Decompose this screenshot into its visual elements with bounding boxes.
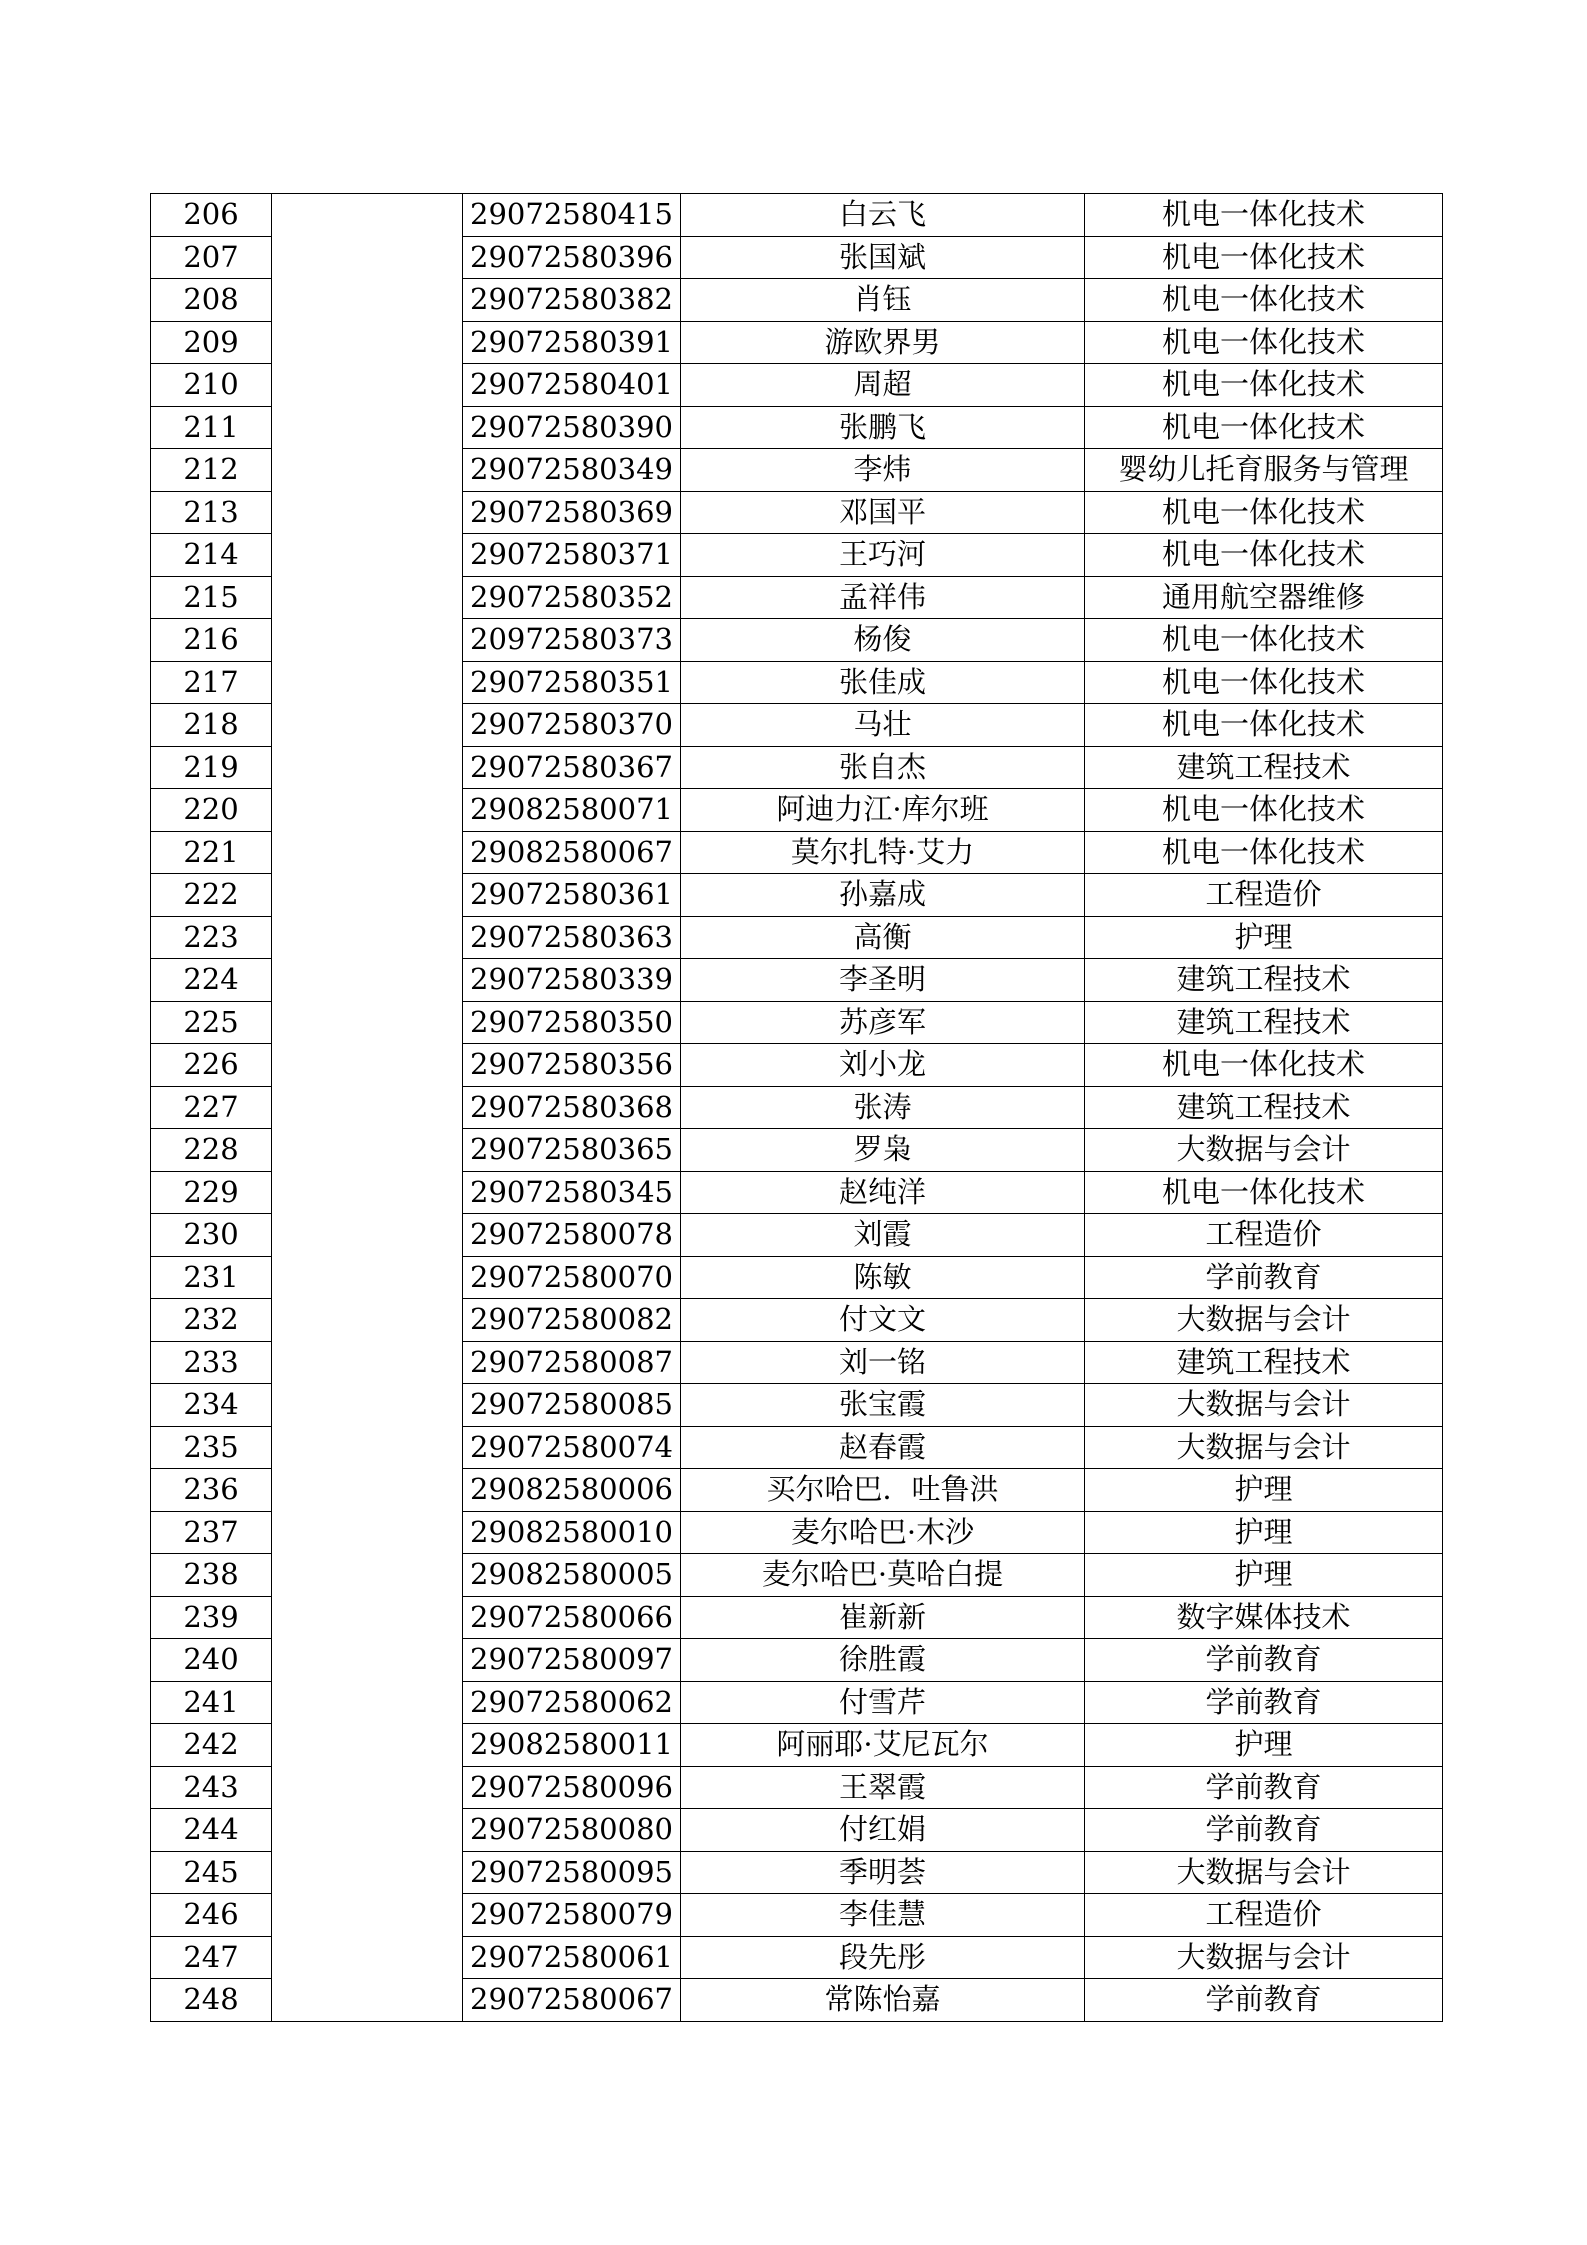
- major-cell: 大数据与会计: [1085, 1299, 1443, 1342]
- exam-id-cell: 29072580339: [463, 959, 681, 1002]
- student-name-cell: 苏彦军: [681, 1001, 1085, 1044]
- exam-id-cell: 29072580382: [463, 279, 681, 322]
- blank-cell: [272, 1936, 463, 1979]
- exam-id-cell: 29082580071: [463, 789, 681, 832]
- major-cell: 护理: [1085, 916, 1443, 959]
- major-cell: 机电一体化技术: [1085, 704, 1443, 747]
- roster-body: [151, 194, 1443, 2022]
- table-row: [151, 534, 1443, 577]
- table-row: [151, 916, 1443, 959]
- table-row: [151, 1341, 1443, 1384]
- blank-cell: [272, 1001, 463, 1044]
- row-number-cell: 231: [151, 1256, 272, 1299]
- table-row: [151, 1851, 1443, 1894]
- student-name-cell: 赵纯洋: [681, 1171, 1085, 1214]
- major-cell: 工程造价: [1085, 1894, 1443, 1937]
- row-number-cell: 246: [151, 1894, 272, 1937]
- exam-id-cell: 29082580006: [463, 1469, 681, 1512]
- row-number-cell: 213: [151, 491, 272, 534]
- exam-id-cell: 29072580070: [463, 1256, 681, 1299]
- table-row: [151, 831, 1443, 874]
- student-name-cell: 李佳慧: [681, 1894, 1085, 1937]
- table-row: [151, 874, 1443, 917]
- student-name-cell: 段先彤: [681, 1936, 1085, 1979]
- major-cell: 学前教育: [1085, 1766, 1443, 1809]
- table-row: [151, 1979, 1443, 2022]
- major-cell: 机电一体化技术: [1085, 534, 1443, 577]
- row-number-cell: 209: [151, 321, 272, 364]
- row-number-cell: 207: [151, 236, 272, 279]
- exam-id-cell: 29072580097: [463, 1639, 681, 1682]
- row-number-cell: 211: [151, 406, 272, 449]
- blank-cell: [272, 1044, 463, 1087]
- table-row: [151, 321, 1443, 364]
- table-row: [151, 1086, 1443, 1129]
- major-cell: 护理: [1085, 1724, 1443, 1767]
- exam-id-cell: 29082580005: [463, 1554, 681, 1597]
- table-row: [151, 1044, 1443, 1087]
- row-number-cell: 239: [151, 1596, 272, 1639]
- blank-cell: [272, 1299, 463, 1342]
- major-cell: 机电一体化技术: [1085, 279, 1443, 322]
- table-row: [151, 1681, 1443, 1724]
- blank-cell: [272, 321, 463, 364]
- exam-id-cell: 29082580011: [463, 1724, 681, 1767]
- blank-cell: [272, 704, 463, 747]
- table-row: [151, 661, 1443, 704]
- exam-id-cell: 29072580349: [463, 449, 681, 492]
- row-number-cell: 238: [151, 1554, 272, 1597]
- student-roster-table: [150, 193, 1443, 2022]
- blank-cell: [272, 874, 463, 917]
- major-cell: 学前教育: [1085, 1639, 1443, 1682]
- student-name-cell: 付雪芹: [681, 1681, 1085, 1724]
- exam-id-cell: 29072580082: [463, 1299, 681, 1342]
- exam-id-cell: 29072580368: [463, 1086, 681, 1129]
- blank-cell: [272, 576, 463, 619]
- blank-cell: [272, 1469, 463, 1512]
- row-number-cell: 237: [151, 1511, 272, 1554]
- major-cell: 建筑工程技术: [1085, 959, 1443, 1002]
- table-row: [151, 1936, 1443, 1979]
- row-number-cell: 217: [151, 661, 272, 704]
- blank-cell: [272, 1554, 463, 1597]
- row-number-cell: 220: [151, 789, 272, 832]
- major-cell: 护理: [1085, 1511, 1443, 1554]
- blank-cell: [272, 406, 463, 449]
- student-name-cell: 刘小龙: [681, 1044, 1085, 1087]
- exam-id-cell: 29072580352: [463, 576, 681, 619]
- blank-cell: [272, 1086, 463, 1129]
- row-number-cell: 219: [151, 746, 272, 789]
- exam-id-cell: 29072580079: [463, 1894, 681, 1937]
- blank-cell: [272, 619, 463, 662]
- row-number-cell: 234: [151, 1384, 272, 1427]
- row-number-cell: 223: [151, 916, 272, 959]
- major-cell: 护理: [1085, 1469, 1443, 1512]
- student-name-cell: 肖钰: [681, 279, 1085, 322]
- major-cell: 建筑工程技术: [1085, 746, 1443, 789]
- table-row: [151, 1596, 1443, 1639]
- row-number-cell: 247: [151, 1936, 272, 1979]
- blank-cell: [272, 789, 463, 832]
- row-number-cell: 241: [151, 1681, 272, 1724]
- student-name-cell: 刘一铭: [681, 1341, 1085, 1384]
- exam-id-cell: 29072580401: [463, 364, 681, 407]
- exam-id-cell: 29072580370: [463, 704, 681, 747]
- student-name-cell: 付红娟: [681, 1809, 1085, 1852]
- blank-cell: [272, 236, 463, 279]
- major-cell: 建筑工程技术: [1085, 1001, 1443, 1044]
- row-number-cell: 243: [151, 1766, 272, 1809]
- student-name-cell: 罗枭: [681, 1129, 1085, 1172]
- major-cell: 建筑工程技术: [1085, 1341, 1443, 1384]
- blank-cell: [272, 1596, 463, 1639]
- major-cell: 机电一体化技术: [1085, 491, 1443, 534]
- student-name-cell: 陈敏: [681, 1256, 1085, 1299]
- student-name-cell: 王巧河: [681, 534, 1085, 577]
- exam-id-cell: 29072580067: [463, 1979, 681, 2022]
- major-cell: 大数据与会计: [1085, 1936, 1443, 1979]
- student-name-cell: 莫尔扎特·艾力: [681, 831, 1085, 874]
- table-row: [151, 236, 1443, 279]
- row-number-cell: 240: [151, 1639, 272, 1682]
- major-cell: 数字媒体技术: [1085, 1596, 1443, 1639]
- row-number-cell: 242: [151, 1724, 272, 1767]
- blank-cell: [272, 1341, 463, 1384]
- major-cell: 大数据与会计: [1085, 1851, 1443, 1894]
- exam-id-cell: 29072580361: [463, 874, 681, 917]
- blank-cell: [272, 1851, 463, 1894]
- table-row: [151, 1894, 1443, 1937]
- major-cell: 机电一体化技术: [1085, 1044, 1443, 1087]
- row-number-cell: 248: [151, 1979, 272, 2022]
- row-number-cell: 208: [151, 279, 272, 322]
- exam-id-cell: 29072580367: [463, 746, 681, 789]
- exam-id-cell: 29072580087: [463, 1341, 681, 1384]
- exam-id-cell: 29072580356: [463, 1044, 681, 1087]
- table-row: [151, 619, 1443, 662]
- table-row: [151, 1001, 1443, 1044]
- blank-cell: [272, 1426, 463, 1469]
- table-row: [151, 1766, 1443, 1809]
- row-number-cell: 225: [151, 1001, 272, 1044]
- student-name-cell: 孙嘉成: [681, 874, 1085, 917]
- major-cell: 大数据与会计: [1085, 1129, 1443, 1172]
- major-cell: 学前教育: [1085, 1681, 1443, 1724]
- student-name-cell: 麦尔哈巴·莫哈白提: [681, 1554, 1085, 1597]
- row-number-cell: 236: [151, 1469, 272, 1512]
- table-row: [151, 1214, 1443, 1257]
- student-name-cell: 邓国平: [681, 491, 1085, 534]
- exam-id-cell: 29072580415: [463, 194, 681, 237]
- major-cell: 机电一体化技术: [1085, 789, 1443, 832]
- exam-id-cell: 29072580363: [463, 916, 681, 959]
- student-name-cell: 周超: [681, 364, 1085, 407]
- row-number-cell: 226: [151, 1044, 272, 1087]
- blank-cell: [272, 1171, 463, 1214]
- student-name-cell: 崔新新: [681, 1596, 1085, 1639]
- blank-cell: [272, 1724, 463, 1767]
- exam-id-cell: 29072580074: [463, 1426, 681, 1469]
- major-cell: 工程造价: [1085, 874, 1443, 917]
- table-row: [151, 576, 1443, 619]
- blank-cell: [272, 1979, 463, 2022]
- row-number-cell: 244: [151, 1809, 272, 1852]
- student-name-cell: 白云飞: [681, 194, 1085, 237]
- row-number-cell: 235: [151, 1426, 272, 1469]
- table-row: [151, 959, 1443, 1002]
- row-number-cell: 212: [151, 449, 272, 492]
- exam-id-cell: 29072580351: [463, 661, 681, 704]
- major-cell: 婴幼儿托育服务与管理: [1085, 449, 1443, 492]
- row-number-cell: 216: [151, 619, 272, 662]
- exam-id-cell: 29072580085: [463, 1384, 681, 1427]
- student-name-cell: 常陈怡嘉: [681, 1979, 1085, 2022]
- exam-id-cell: 29082580010: [463, 1511, 681, 1554]
- exam-id-cell: 29072580096: [463, 1766, 681, 1809]
- student-name-cell: 赵春霞: [681, 1426, 1085, 1469]
- table-row: [151, 1511, 1443, 1554]
- blank-cell: [272, 1384, 463, 1427]
- table-row: [151, 1256, 1443, 1299]
- blank-cell: [272, 831, 463, 874]
- table-row: [151, 1384, 1443, 1427]
- student-name-cell: 张佳成: [681, 661, 1085, 704]
- table-row: [151, 406, 1443, 449]
- exam-id-cell: 29072580390: [463, 406, 681, 449]
- student-name-cell: 张鹏飞: [681, 406, 1085, 449]
- exam-id-cell: 29072580080: [463, 1809, 681, 1852]
- blank-cell: [272, 1766, 463, 1809]
- blank-cell: [272, 1214, 463, 1257]
- blank-cell: [272, 491, 463, 534]
- blank-cell: [272, 194, 463, 237]
- table-row: [151, 491, 1443, 534]
- row-number-cell: 215: [151, 576, 272, 619]
- exam-id-cell: 29072580365: [463, 1129, 681, 1172]
- blank-cell: [272, 449, 463, 492]
- blank-cell: [272, 1639, 463, 1682]
- blank-cell: [272, 279, 463, 322]
- student-name-cell: 张自杰: [681, 746, 1085, 789]
- major-cell: 机电一体化技术: [1085, 619, 1443, 662]
- blank-cell: [272, 959, 463, 1002]
- exam-id-cell: 29072580061: [463, 1936, 681, 1979]
- blank-cell: [272, 916, 463, 959]
- exam-id-cell: 29072580095: [463, 1851, 681, 1894]
- table-row: [151, 1469, 1443, 1512]
- row-number-cell: 230: [151, 1214, 272, 1257]
- exam-id-cell: 29072580391: [463, 321, 681, 364]
- major-cell: 机电一体化技术: [1085, 406, 1443, 449]
- row-number-cell: 232: [151, 1299, 272, 1342]
- student-name-cell: 阿丽耶·艾尼瓦尔: [681, 1724, 1085, 1767]
- row-number-cell: 229: [151, 1171, 272, 1214]
- table-row: [151, 1724, 1443, 1767]
- student-name-cell: 张国斌: [681, 236, 1085, 279]
- row-number-cell: 210: [151, 364, 272, 407]
- exam-id-cell: 29072580369: [463, 491, 681, 534]
- student-name-cell: 高衡: [681, 916, 1085, 959]
- student-name-cell: 麦尔哈巴·木沙: [681, 1511, 1085, 1554]
- blank-cell: [272, 1894, 463, 1937]
- major-cell: 学前教育: [1085, 1256, 1443, 1299]
- table-row: [151, 1129, 1443, 1172]
- major-cell: 大数据与会计: [1085, 1426, 1443, 1469]
- row-number-cell: 224: [151, 959, 272, 1002]
- blank-cell: [272, 661, 463, 704]
- student-name-cell: 买尔哈巴．吐鲁洪: [681, 1469, 1085, 1512]
- row-number-cell: 245: [151, 1851, 272, 1894]
- blank-cell: [272, 534, 463, 577]
- blank-cell: [272, 1809, 463, 1852]
- row-number-cell: 222: [151, 874, 272, 917]
- student-name-cell: 李炜: [681, 449, 1085, 492]
- student-name-cell: 游欧界男: [681, 321, 1085, 364]
- major-cell: 机电一体化技术: [1085, 661, 1443, 704]
- major-cell: 机电一体化技术: [1085, 236, 1443, 279]
- student-name-cell: 张宝霞: [681, 1384, 1085, 1427]
- blank-cell: [272, 364, 463, 407]
- table-row: [151, 789, 1443, 832]
- row-number-cell: 214: [151, 534, 272, 577]
- major-cell: 机电一体化技术: [1085, 321, 1443, 364]
- major-cell: 机电一体化技术: [1085, 1171, 1443, 1214]
- student-name-cell: 张涛: [681, 1086, 1085, 1129]
- table-row: [151, 704, 1443, 747]
- row-number-cell: 233: [151, 1341, 272, 1384]
- exam-id-cell: 20972580373: [463, 619, 681, 662]
- student-name-cell: 阿迪力江·库尔班: [681, 789, 1085, 832]
- student-name-cell: 李圣明: [681, 959, 1085, 1002]
- student-name-cell: 王翠霞: [681, 1766, 1085, 1809]
- blank-cell: [272, 1256, 463, 1299]
- row-number-cell: 206: [151, 194, 272, 237]
- major-cell: 建筑工程技术: [1085, 1086, 1443, 1129]
- blank-cell: [272, 1511, 463, 1554]
- major-cell: 机电一体化技术: [1085, 364, 1443, 407]
- table-row: [151, 1809, 1443, 1852]
- major-cell: 护理: [1085, 1554, 1443, 1597]
- exam-id-cell: 29072580396: [463, 236, 681, 279]
- table-row: [151, 1299, 1443, 1342]
- student-name-cell: 马壮: [681, 704, 1085, 747]
- table-row: [151, 746, 1443, 789]
- student-name-cell: 杨俊: [681, 619, 1085, 662]
- student-name-cell: 刘霞: [681, 1214, 1085, 1257]
- major-cell: 学前教育: [1085, 1809, 1443, 1852]
- student-name-cell: 付文文: [681, 1299, 1085, 1342]
- table-row: [151, 1639, 1443, 1682]
- major-cell: 工程造价: [1085, 1214, 1443, 1257]
- row-number-cell: 228: [151, 1129, 272, 1172]
- student-name-cell: 孟祥伟: [681, 576, 1085, 619]
- exam-id-cell: 29072580371: [463, 534, 681, 577]
- row-number-cell: 218: [151, 704, 272, 747]
- blank-cell: [272, 746, 463, 789]
- major-cell: 机电一体化技术: [1085, 194, 1443, 237]
- table-row: [151, 449, 1443, 492]
- major-cell: 学前教育: [1085, 1979, 1443, 2022]
- table-row: [151, 194, 1443, 237]
- exam-id-cell: 29082580067: [463, 831, 681, 874]
- blank-cell: [272, 1129, 463, 1172]
- table-row: [151, 1171, 1443, 1214]
- major-cell: 机电一体化技术: [1085, 831, 1443, 874]
- table-row: [151, 279, 1443, 322]
- major-cell: 通用航空器维修: [1085, 576, 1443, 619]
- exam-id-cell: 29072580066: [463, 1596, 681, 1639]
- major-cell: 大数据与会计: [1085, 1384, 1443, 1427]
- table-row: [151, 1426, 1443, 1469]
- exam-id-cell: 29072580345: [463, 1171, 681, 1214]
- student-name-cell: 徐胜霞: [681, 1639, 1085, 1682]
- exam-id-cell: 29072580062: [463, 1681, 681, 1724]
- table-row: [151, 364, 1443, 407]
- row-number-cell: 221: [151, 831, 272, 874]
- blank-cell: [272, 1681, 463, 1724]
- table-row: [151, 1554, 1443, 1597]
- exam-id-cell: 29072580350: [463, 1001, 681, 1044]
- exam-id-cell: 29072580078: [463, 1214, 681, 1257]
- row-number-cell: 227: [151, 1086, 272, 1129]
- student-name-cell: 季明荟: [681, 1851, 1085, 1894]
